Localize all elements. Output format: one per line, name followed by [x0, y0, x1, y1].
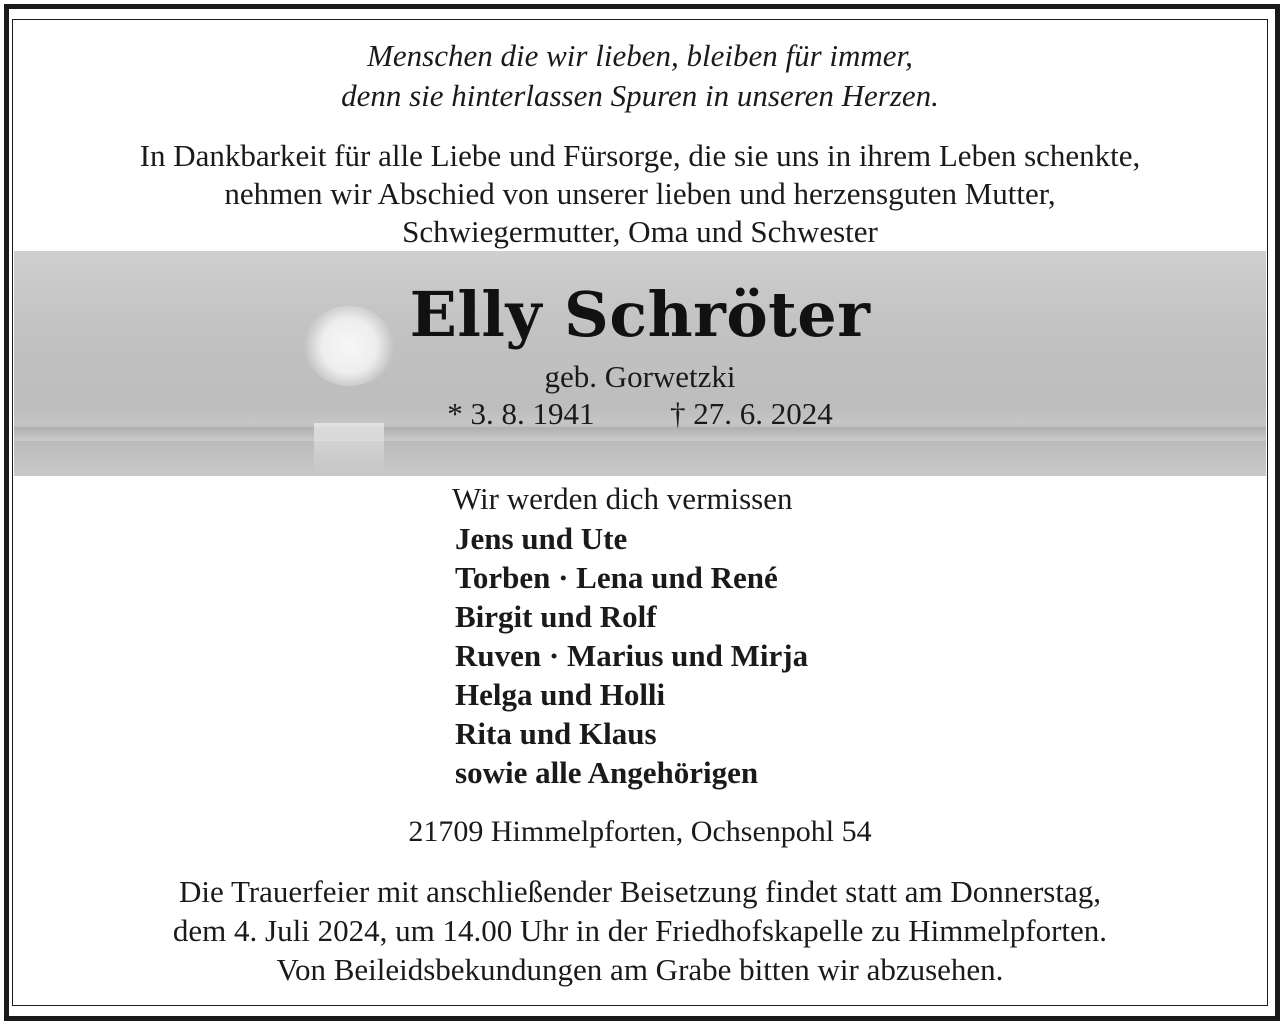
- mourner-line: Torben · Lena und René: [455, 560, 778, 595]
- motto-line-2: denn sie hinterlassen Spuren in unseren Herzen.: [341, 78, 939, 113]
- intro-line-1: In Dankbarkeit für alle Liebe und Fürsorge, die sie uns in ihrem Leben schenkte,: [139, 138, 1141, 173]
- intro-line-3: Schwiegermutter, Oma und Schwester: [402, 214, 878, 249]
- mourner-line: Ruven · Marius und Mirja: [455, 638, 809, 673]
- mourner-line: Jens und Ute: [455, 521, 628, 556]
- mourner-line: sowie alle Angehörigen: [455, 755, 759, 790]
- notice-line-3: Von Beileidsbekundungen am Grabe bitten wir abzusehen.: [276, 952, 1004, 987]
- deceased-name: Elly Schröter: [409, 278, 871, 351]
- mourner-line: Rita und Klaus: [455, 716, 657, 751]
- birth-date: * 3. 8. 1941: [447, 396, 595, 431]
- mourner-line: Helga und Holli: [455, 677, 666, 712]
- address: 21709 Himmelpforten, Ochsenpohl 54: [408, 815, 872, 848]
- motto-line-1: Menschen die wir lieben, bleiben für immer,: [367, 38, 913, 73]
- birth-name: geb. Gorwetzki: [544, 359, 736, 394]
- life-dates: [0, 396, 1280, 432]
- death-date: † 27. 6. 2024: [670, 396, 833, 431]
- mourners-intro: Wir werden dich vermissen: [452, 481, 793, 516]
- intro-line-2: nehmen wir Abschied von unserer lieben und herzensguten Mutter,: [224, 176, 1056, 211]
- notice-line-1: Die Trauerfeier mit anschließender Beisetzung findet statt am Donnerstag,: [179, 874, 1101, 909]
- mourner-line: Birgit und Rolf: [455, 599, 657, 634]
- notice-line-2: dem 4. Juli 2024, um 14.00 Uhr in der Friedhofskapelle zu Himmelpforten.: [172, 913, 1108, 948]
